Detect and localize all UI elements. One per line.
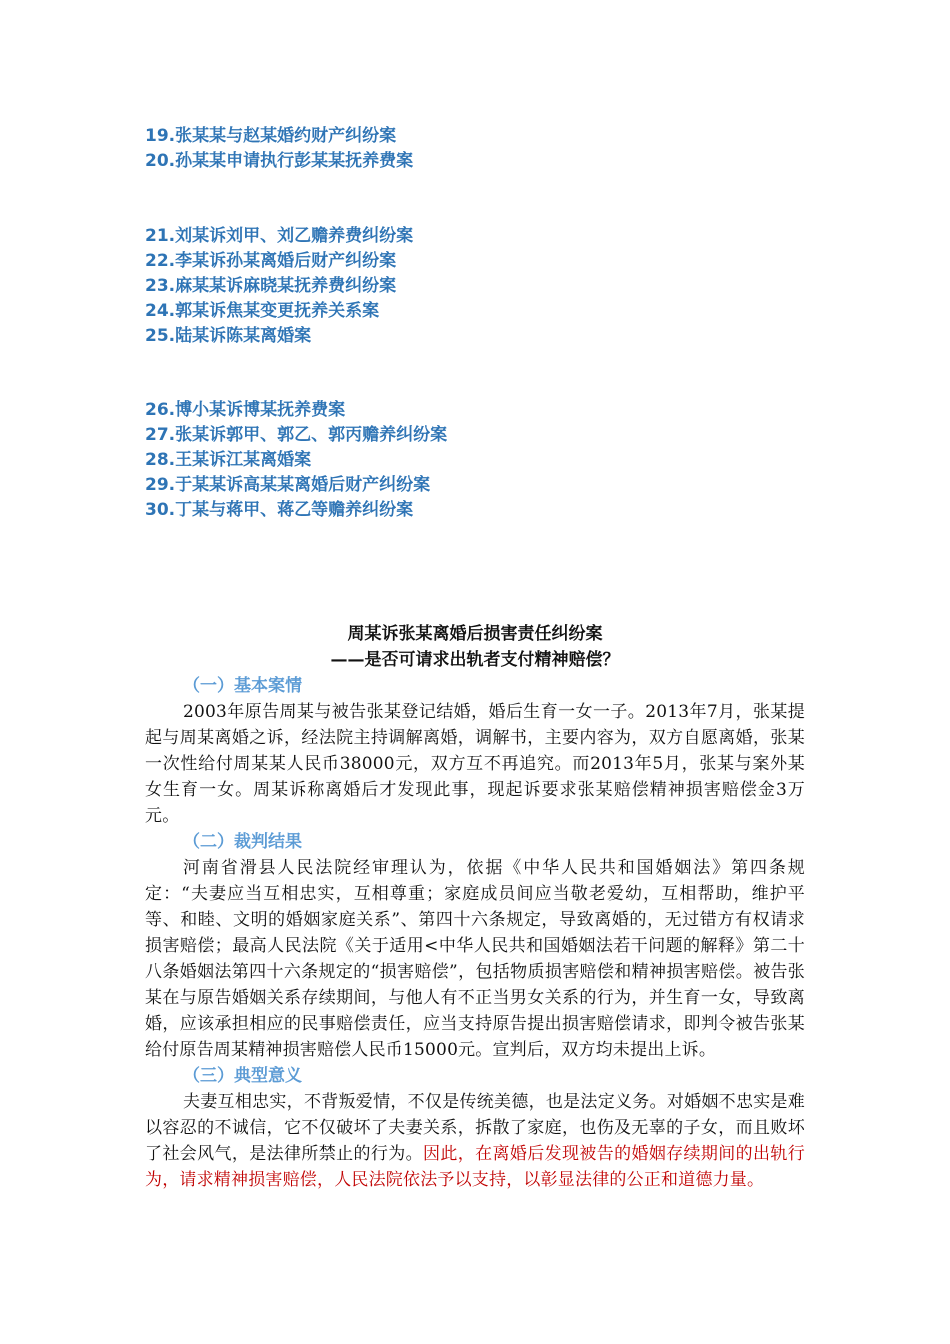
case-list-group-3 [145, 398, 447, 523]
case-link-21[interactable]: 21.刘某诉刘甲、刘乙赡养费纠纷案 [145, 226, 414, 246]
case-link-30[interactable]: 30.丁某与蒋甲、蒋乙等赡养纠纷案 [145, 500, 414, 520]
significance-emphasis-text: 因此，在离婚后发现被告的婚姻存续期间的出轨行为，请求精神损害赔偿，人民法院依法予以支持，以彰显法律的公正和道德力量。 [145, 1144, 805, 1190]
case-link-26[interactable]: 26.博小某诉博某抚养费案 [145, 400, 346, 420]
case-link-20[interactable]: 20.孙某某申请执行彭某某抚养费案 [145, 151, 414, 171]
case-link-28[interactable]: 28.王某诉江某离婚案 [145, 450, 312, 470]
case-list-group-1 [145, 124, 413, 174]
case-article [145, 621, 805, 1193]
section-heading-basic-facts: （一）基本案情 [183, 676, 302, 696]
case-link-23[interactable]: 23.麻某某诉麻晓某抚养费纠纷案 [145, 276, 397, 296]
case-link-29[interactable]: 29.于某某诉高某某离婚后财产纠纷案 [145, 475, 431, 495]
case-link-19[interactable]: 19.张某某与赵某婚约财产纠纷案 [145, 126, 397, 146]
section-heading-judgment: （二）裁判结果 [183, 832, 302, 852]
article-subtitle: ——是否可请求出轨者支付精神赔偿？ [330, 650, 620, 670]
case-link-22[interactable]: 22.李某诉孙某离婚后财产纠纷案 [145, 251, 397, 271]
article-title: 周某诉张某离婚后损害责任纠纷案 [347, 624, 603, 644]
case-link-24[interactable]: 24.郭某诉焦某变更抚养关系案 [145, 301, 380, 321]
significance-text: 夫妻互相忠实，不背叛爱情，不仅是传统美德，也是法定义务。对婚姻不忠实是难以容忍的不诚信，它不仅破坏了夫妻关系，拆散了家庭，也伤及无辜的子女，而且败坏了社会风气，是法律所禁止的行为。 [145, 1092, 805, 1164]
significance-paragraph [145, 1089, 805, 1193]
judgment-paragraph: 河南省滑县人民法院经审理认为，依据《中华人民共和国婚姻法》第四条规定：“夫妻应当互相忠实，互相尊重；家庭成员间应当敬老爱幼，互相帮助，维护平等、和睦、文明的婚姻家庭关系”、第四十六条规定，导致离婚的，无过错方有权请求损害赔偿；最高人民法院《关于适用<中华人民共和国婚姻法若干问题的解释》第二十八条婚姻法第四十六条规定的“损害赔偿”，包括物质损害赔偿和精神损害赔偿。被告张某在与原告婚姻关系存续期间，与他人有不正当男女关系的行为，并生育一女，导致离婚，应该承担相应的民事赔偿责任，应当支持原告提出损害赔偿请求，即判令被告张某给付原告周某精神损害赔偿人民币15000元。宣判后，双方均未提出上诉。 [145, 858, 805, 1060]
section-heading-significance: （三）典型意义 [183, 1066, 302, 1086]
basic-facts-paragraph: 2003年原告周某与被告张某登记结婚，婚后生育一女一子。2013年7月，张某提起与周某离婚之诉，经法院主持调解离婚，调解书，主要内容为，双方自愿离婚，张某一次性给付周某某人民币38000元，双方互不再追究。而2013年5月，张某与案外某女生育一女。周某诉称离婚后才发现此事，现起诉要求张某赔偿精神损害赔偿金3万元。 [145, 702, 805, 826]
case-link-25[interactable]: 25.陆某诉陈某离婚案 [145, 326, 312, 346]
case-link-27[interactable]: 27.张某诉郭甲、郭乙、郭丙赡养纠纷案 [145, 425, 448, 445]
case-list-group-2 [145, 224, 413, 349]
